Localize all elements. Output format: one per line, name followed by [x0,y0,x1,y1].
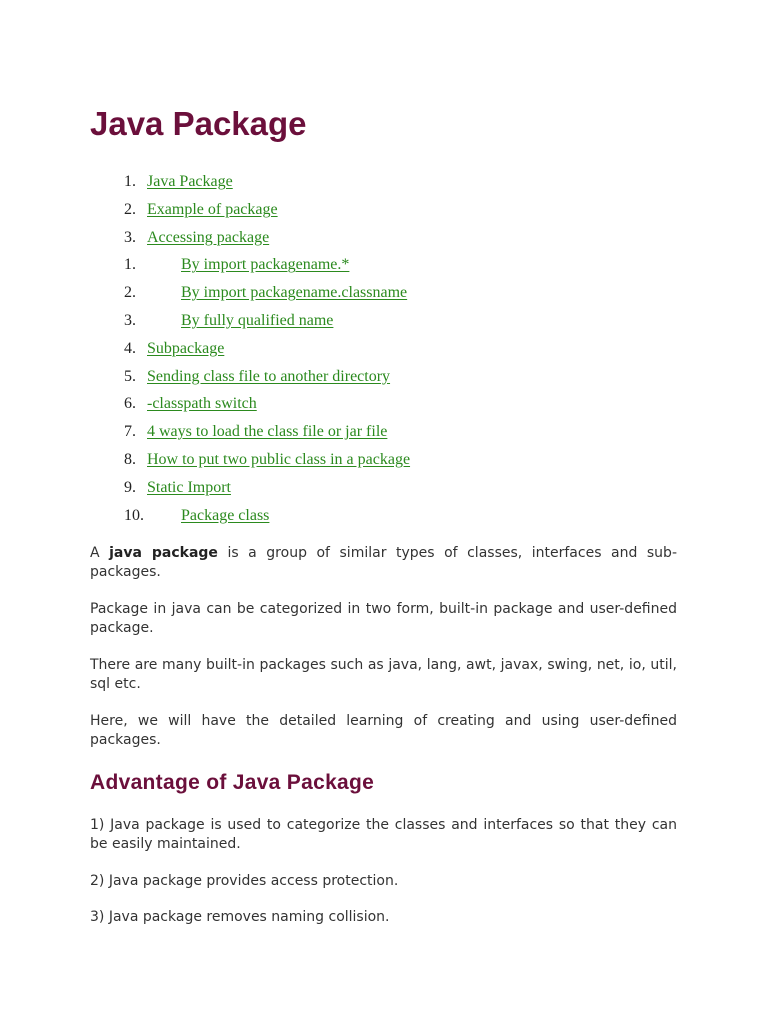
toc-number: 9. [124,478,136,496]
intro-paragraph-learning: Here, we will have the detailed learning of creating and using user-defined packages. [90,713,677,748]
toc-item [0,168,768,196]
toc-number: 1. [124,173,136,190]
toc-number: 5. [124,367,136,385]
toc-link-four-ways-to-load[interactable]: 4 ways to load the class file or jar file [147,423,388,441]
toc-link-java-package[interactable]: Java Package [147,173,233,190]
intro-prefix: A [90,545,110,561]
toc-item [0,307,768,335]
toc-item [0,279,768,307]
advantage-item: 1) Java package is used to categorize the classes and interfaces so that they can be easily maintained. [90,817,677,852]
toc-item [0,474,768,502]
toc-link-subpackage[interactable]: Subpackage [147,339,225,357]
intro-rest: is a group of similar types of classes, interfaces and sub-packages. [90,545,677,580]
toc-number: 8. [124,450,136,468]
toc-link-sending-class-file[interactable]: Sending class file to another directory [147,367,391,385]
toc-item [0,446,768,474]
advantage-item: 2) Java package provides access protection. [90,873,399,889]
bold-term: java package [109,545,218,561]
toc-link-import-packagename-classname[interactable]: By import packagename.classname [181,284,408,302]
toc-item [0,390,768,418]
toc-number: 4. [124,339,136,357]
advantage-item: 3) Java package removes naming collision. [90,909,390,925]
intro-paragraph-builtin: There are many built-in packages such as java, lang, awt, javax, swing, net, io, util, sql etc. [90,657,677,692]
toc-link-fully-qualified-name[interactable]: By fully qualified name [181,311,334,329]
toc-number: 1. [124,256,136,274]
toc-number: 3. [124,228,136,246]
intro-paragraph-categories: Package in java can be categorized in two form, built-in package and user-defined package. [90,601,677,636]
toc-item [0,196,768,224]
toc-number: 3. [124,311,136,329]
toc-link-classpath-switch[interactable]: -classpath switch [147,395,257,413]
toc-link-two-public-classes[interactable]: How to put two public class in a package [147,450,411,468]
toc-number: 2. [124,200,136,218]
toc-item [0,502,768,530]
toc-number: 7. [124,423,136,441]
toc-item [0,335,768,363]
toc-link-package-class[interactable]: Package class [181,506,270,524]
toc-number: 2. [124,284,136,302]
toc-number: 10. [124,506,144,524]
toc-link-static-import[interactable]: Static Import [147,478,231,496]
toc-link-import-packagename-star[interactable]: By import packagename.* [181,256,350,274]
advantage-heading: Advantage of Java Package [90,771,375,794]
toc-link-example-of-package[interactable]: Example of package [147,200,278,218]
toc-link-accessing-package[interactable]: Accessing package [147,228,270,246]
toc-item [0,363,768,391]
intro-paragraph-definition [90,544,677,582]
toc-item [0,251,768,279]
toc-number: 6. [124,395,136,413]
toc-item [0,224,768,252]
toc-item [0,418,768,446]
page-title: Java Package [90,105,307,142]
table-of-contents [0,168,768,529]
